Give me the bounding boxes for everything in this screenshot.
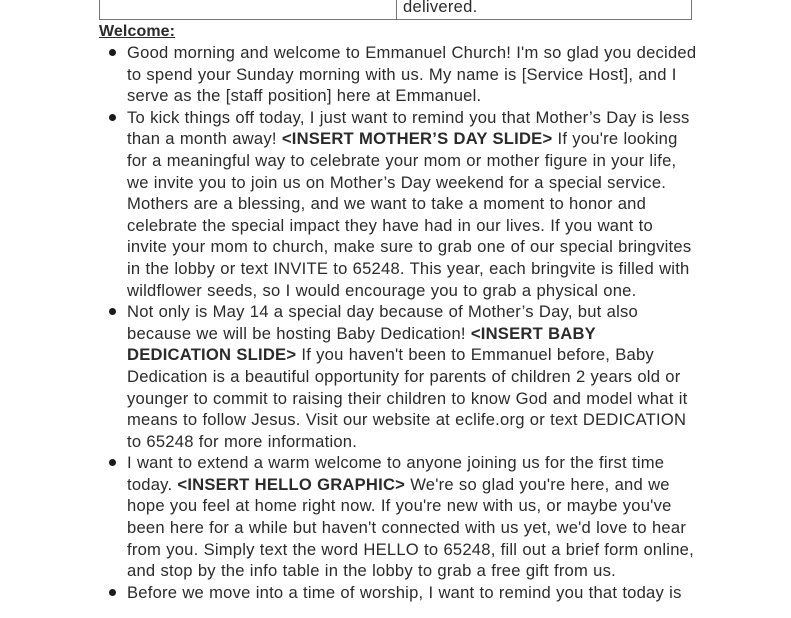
slide-cue: <INSERT BABY DEDICATION SLIDE>: [127, 323, 596, 365]
section-heading: Welcome:: [99, 23, 176, 40]
list-item: [127, 107, 697, 301]
list-item: [127, 42, 697, 107]
list-item-text: I want to extend a warm welcome to anyone joining us for the first time today.: [127, 453, 665, 494]
list-item-text: Before we move into a time of worship, I want to remind you that today is: [127, 582, 682, 602]
list-item: [127, 452, 697, 582]
list-item-text: If you haven't been to Emmanuel before, Baby Dedication is a beautiful opportunity for parents of children 2 years old or younger to commit to raising their children to know God and model what it means to follow Jesus. Visit our website at eclife.org or text DEDICATION to 65248 for more information.: [127, 345, 688, 451]
list-item-text: Not only is May 14 a special day because of Mother’s Day, but also because we will be hosting Baby Dedication!: [127, 302, 638, 343]
list-item-text: To kick things off today, I just want to remind you that Mother’s Day is less than a month away!: [127, 107, 690, 149]
welcome-list: [127, 42, 697, 603]
slide-cue: <INSERT HELLO GRAPHIC>: [177, 474, 406, 494]
slide-cue: <INSERT MOTHER’S DAY SLIDE>: [281, 129, 553, 149]
list-item-text: If you're looking for a meaningful way to celebrate your mom or mother figure in your life, we invite you to join us on Mother’s Day weekend for a special service. Mothers are a blessing, and we want to take a moment to honor and celebrate the special impact they have had in our lives. If you want to invite your mom to church, make sure to grab one of our special bringvites in the lobby or text INVITE to 65248. This year, each bringvite is filled with wildflower seeds, so I would encourage you to grab a physical one.: [127, 129, 692, 300]
list-item-text: We're so glad you're here, and we hope you feel at home right now. If you're new with us, or maybe you've been here for a while but haven't connected with us yet, we'd love to hear from you. Simply text the word HELLO to 65248, fill out a brief form online, and stop by the info table in the lobby to grab a free gift from us.: [127, 474, 694, 581]
table-cell-text: delivered.: [403, 0, 478, 16]
table-cell-divider: [396, 0, 397, 19]
list-item: [127, 301, 697, 452]
list-item-text: Good morning and welcome to Emmanuel Church! I'm so glad you decided to spend your Sunday morning with us. My name is [Service Host], and I serve as the [staff position] here at Emmanuel.: [127, 43, 697, 106]
table-fragment: [99, 0, 692, 20]
list-item: [127, 582, 697, 604]
